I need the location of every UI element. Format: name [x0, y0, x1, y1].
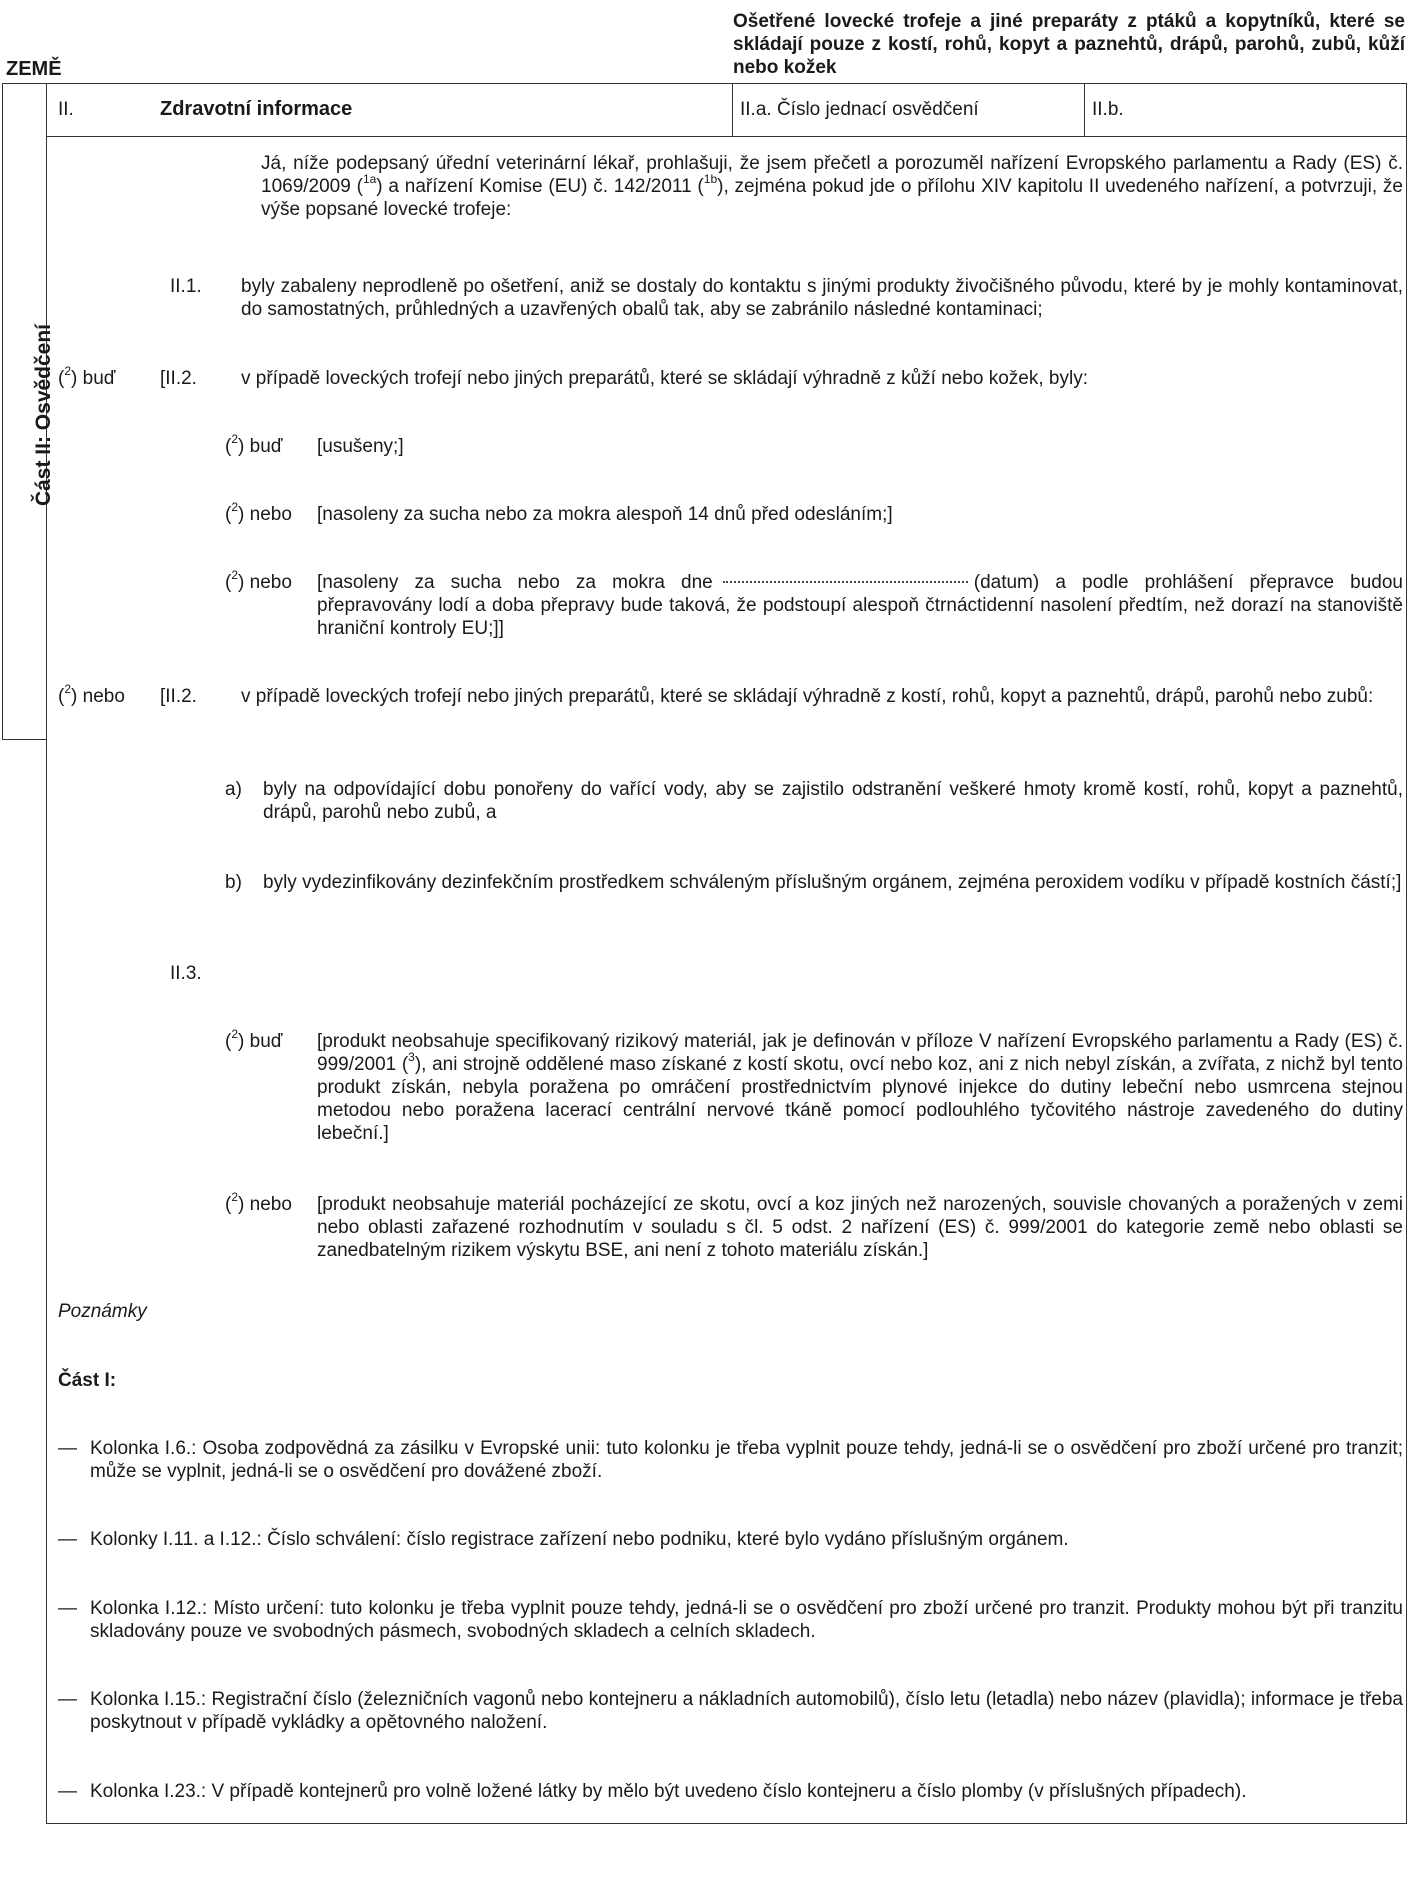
item-text: byly vydezinfikovány dezinfekčním prostředkem schváleným příslušným orgánem, zejména peroxidem vodíku v případě kostních částí;] — [263, 872, 1402, 893]
option-text: [produkt neobsahuje materiál pocházející ze skotu, ovcí a koz jiných než narozených, souvisle chovaných a poražených v zemi nebo oblasti zařazené rozhodnutím v souladu s čl. 5 odst. 2 nařízení (ES) č. 999/2001 do kategorie země nebo oblasti se zanedbatelným rizikem výskytu BSE, ani není z tohoto materiálu získán.] — [317, 1194, 1403, 1261]
clause-number: [II.2. — [160, 368, 197, 389]
cell-divider — [732, 83, 733, 136]
option-text: [produkt neobsahuje specifikovaný rizikový materiál, jak je definován v příloze V nařízení Evropského parlamentu a Rady (ES) č. 999/2001 ($^3$), ani strojně oddělené maso získané z kostí skotu, ovcí nebo koz, ani z nich nebyl získán, a zvířata, z nichž byl tento produkt získán, nebyla poražena po omráčení prostřednictvím plynové injekce do dutiny lebeční nebo usmrcena stejnou metodou nebo poražena lacerací centrální nervové tkáně pomocí podlouhlého tyčovitého nástroje zavedeného do dutiny lebeční.] — [317, 1031, 1403, 1144]
notes-part-heading: Část I: — [58, 1370, 117, 1391]
clause-number: II.1. — [170, 276, 202, 297]
part-number: II. — [58, 99, 74, 120]
note-item: Kolonka I.12.: Místo určení: tuto kolonku je třeba vyplnit pouze tehdy, jedná-li se o osvědčení pro zboží určené pro tranzit. Produkty mohou být při tranzitu skladovány pouze ve svobodných pásmech, svobodných skladech a celních skladech. — [90, 1598, 1403, 1642]
clause-number: II.3. — [170, 963, 202, 984]
option-text: [nasoleny za sucha nebo za mokra dne (datum) a podle prohlášení přepravce budou přepravovány lodí a doba přepravy bude taková, že podstoupí alespoň čtrnáctidenní nasolení předtím, než dorazí na stanoviště hraniční kontroly EU;]] — [317, 572, 1403, 639]
item-text: byly na odpovídající dobu ponořeny do vařící vody, aby se zajistilo odstranění veškeré hmoty kromě kostí, rohů, kopyt a paznehtů, drápů, parohů nebo zubů, a — [263, 779, 1403, 823]
clause-text: v případě loveckých trofejí nebo jiných preparátů, které se skládají výhradně z kostí, rohů, kopyt a paznehtů, drápů, parohů nebo zubů: — [241, 686, 1374, 707]
note-item: Kolonka I.23.: V případě kontejnerů pro volně ložené látky by mělo být uvedeno číslo kontejneru a číslo plomby (v příslušných případech). — [90, 1781, 1247, 1802]
certificate-reference-label: II.a. Číslo jednací osvědčení — [740, 99, 979, 120]
option-marker: ($^2$) buď — [225, 431, 283, 457]
note-item: Kolonky I.11. a I.12.: Číslo schválení: číslo registrace zařízení nebo podniku, které bylo vydáno příslušným orgánem. — [90, 1529, 1069, 1550]
option-marker: ($^2$) buď — [225, 1026, 283, 1052]
note-dash: — — [58, 1689, 77, 1710]
clause-text: byly zabaleny neprodleně po ošetření, aniž se dostaly do kontaktu s jinými produkty živočišného původu, které by je mohly kontaminovat, do samostatných, průhledných a uzavřených obalů tak, aby se zabránilo následné kontaminaci; — [241, 276, 1403, 320]
certificate-frame — [46, 83, 1407, 1824]
note-item: Kolonka I.6.: Osoba zodpovědná za zásilku v Evropské unii: tuto kolonku je třeba vyplnit pouze tehdy, jedná-li se o osvědčení pro zboží určené pro tranzit; může se vyplnit, jedná-li se o osvědčení pro dovážené zboží. — [90, 1438, 1403, 1482]
option-text: [usušeny;] — [317, 436, 404, 457]
iib-label: II.b. — [1092, 99, 1124, 120]
note-item: Kolonka I.15.: Registrační číslo (železničních vagonů nebo kontejneru a nákladních automobilů), číslo letu (letadla) nebo název (plavidla); informace je třeba poskytnout v případě vykládky a opětovného naložení. — [90, 1689, 1403, 1733]
note-dash: — — [58, 1438, 77, 1459]
item-letter: b) — [225, 872, 242, 893]
item-letter: a) — [225, 779, 242, 800]
option-marker: ($^2$) nebo — [225, 1189, 292, 1215]
option-marker: ($^2$) nebo — [225, 499, 292, 525]
note-dash: — — [58, 1781, 77, 1802]
intro-paragraph: Já, níže podepsaný úřední veterinární lékař, prohlašuji, že jsem přečetl a porozuměl nařízení Evropského parlamentu a Rady (ES) č. 1069/2009 ($^{1a}$) a nařízení Komise (EU) č. 142/2011 ($^{1b}$), zejména pokud jde o přílohu XIV kapitolu II uvedeného nařízení, a potvrzuji, že výše popsané lovecké trofeje: — [261, 153, 1403, 220]
certificate-title: Ošetřené lovecké trofeje a jiné preparáty z ptáků a kopytníků, které se skládají pouze z kostí, rohů, kopyt a paznehtů, drápů, parohů, zubů, kůží nebo kožek — [733, 11, 1405, 78]
cell-divider — [1084, 83, 1085, 136]
option-marker: ($^2$) nebo — [225, 567, 292, 593]
header-row-divider — [46, 136, 1407, 137]
side-label: Část II: Osvědčení — [32, 323, 55, 507]
part-title: Zdravotní informace — [160, 98, 353, 120]
note-dash: — — [58, 1529, 77, 1550]
clause-text: v případě loveckých trofejí nebo jiných preparátů, které se skládají výhradně z kůží nebo kožek, byly: — [241, 368, 1089, 389]
option-marker: ($^2$) buď — [58, 363, 116, 389]
option-text: [nasoleny za sucha nebo za mokra alespoň 14 dnů před odesláním;] — [317, 504, 893, 525]
option-marker: ($^2$) nebo — [58, 681, 125, 707]
note-dash: — — [58, 1598, 77, 1619]
notes-heading: Poznámky — [58, 1301, 147, 1322]
country-label: ZEMĚ — [6, 58, 62, 80]
date-fill-field[interactable] — [723, 581, 968, 583]
clause-number: [II.2. — [160, 686, 197, 707]
